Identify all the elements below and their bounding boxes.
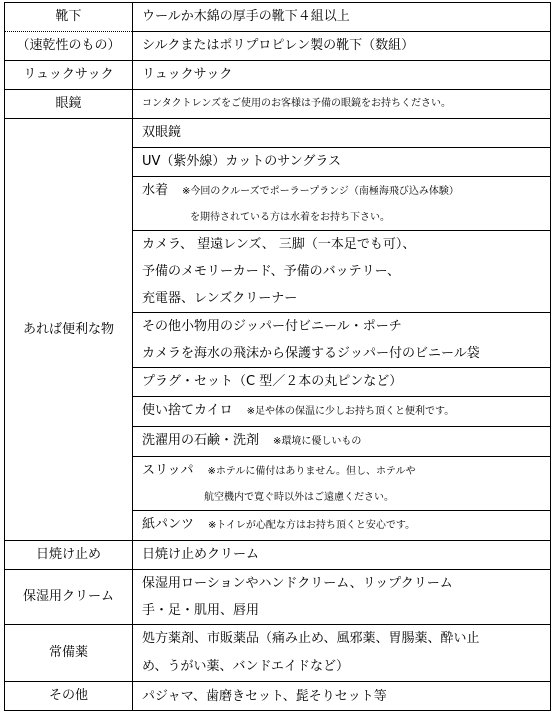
- item-cell: [133, 570, 551, 625]
- item-cell: [133, 148, 551, 177]
- category-label: 保湿用クリーム: [22, 589, 114, 604]
- category-cell: [5, 3, 133, 32]
- item-text: 水着: [142, 183, 169, 198]
- item-cell: [133, 119, 551, 148]
- category-label: 常備薬: [48, 645, 88, 660]
- item-cell: [133, 90, 551, 119]
- item-note: ※足や体の保温に少しお持ち頂くと便利です。: [246, 406, 455, 417]
- category-label: （速乾性のもの）: [16, 38, 121, 53]
- packing-list: [4, 2, 551, 711]
- table-row: [5, 90, 551, 119]
- item-text: コンタクトレンズをご使用のお客様は予備の眼鏡をお持ちください。: [142, 98, 452, 109]
- item-text: 使い捨てカイロ: [142, 403, 233, 418]
- category-cell: [5, 625, 133, 682]
- item-text: カメラを海水の飛沫から保護するジッパー付のビニール袋: [142, 346, 480, 361]
- table-row: [5, 119, 551, 148]
- item-text: リュックサック: [142, 67, 233, 82]
- category-label: 靴下: [55, 9, 82, 24]
- item-cell: [133, 682, 551, 711]
- item-note: を期待されている方は水着をお持ち下さい。: [190, 212, 390, 223]
- item-text: 予備のメモリーカード、予備のバッテリー、: [142, 264, 401, 279]
- item-note: ※環境に優しいもの: [273, 436, 362, 447]
- item-note: 航空機内で寛ぐ時以外はご遠慮ください。: [204, 492, 394, 503]
- item-cell: [133, 231, 551, 313]
- category-cell: [5, 119, 133, 541]
- category-cell: [5, 570, 133, 625]
- item-cell: [133, 313, 551, 368]
- item-text: その他小物用のジッパー付ビニール・ポーチ: [142, 319, 402, 334]
- item-cell: [133, 427, 551, 457]
- item-note: ※今回のクルーズでポーラープランジ（南極海飛び込み体験）: [182, 186, 459, 197]
- item-text: 紙パンツ: [142, 517, 195, 532]
- category-cell: [5, 541, 133, 570]
- item-text: 洗濯用の石鹸・洗剤: [142, 433, 260, 448]
- category-cell: [5, 32, 133, 61]
- item-text: 手・足・肌用、唇用: [142, 603, 260, 618]
- category-label: リュックサック: [23, 67, 114, 82]
- item-cell: [133, 511, 551, 541]
- item-text: プラグ・セット（C 型／２本の丸ピンなど）: [142, 374, 403, 389]
- table-row: [5, 541, 551, 570]
- packing-table: [4, 2, 551, 711]
- item-cell: [133, 177, 551, 231]
- item-text: UV（紫外線）カットのサングラス: [142, 154, 341, 169]
- item-text: 処方薬剤、市販薬品（痛み止め、風邪薬、胃腸薬、酔い止: [142, 631, 480, 646]
- item-note: ※トイレが心配な方はお持ち頂くと安心です。: [208, 520, 416, 531]
- item-text: パジャマ、歯磨きセット、髭そりセット等: [142, 688, 387, 704]
- item-cell: [133, 61, 551, 90]
- item-note: ※ホテルに備付はありません。但し、ホテルや: [207, 466, 416, 477]
- category-label: 日焼け止め: [35, 547, 101, 562]
- item-text: シルクまたはポリプロピレン製の靴下（数組）: [142, 38, 415, 53]
- table-row: [5, 3, 551, 32]
- table-row: [5, 570, 551, 625]
- category-label: あれば便利な物: [22, 321, 114, 337]
- category-label: 眼鏡: [55, 96, 82, 111]
- item-cell: [133, 457, 551, 511]
- item-cell: [133, 397, 551, 427]
- item-text: 双眼鏡: [142, 125, 182, 140]
- category-cell: [5, 90, 133, 119]
- category-label: その他: [48, 688, 88, 703]
- item-text: スリッパ: [142, 463, 194, 478]
- table-row: [5, 682, 551, 711]
- table-row: [5, 32, 551, 61]
- item-cell: [133, 368, 551, 397]
- table-row: [5, 61, 551, 90]
- item-text: め、うがい薬、バンドエイドなど）: [142, 659, 349, 674]
- category-cell: [5, 682, 133, 711]
- item-cell: [133, 3, 551, 32]
- item-text: 日焼け止めクリーム: [142, 547, 260, 562]
- item-cell: [133, 541, 551, 570]
- item-text: ウールか木綿の厚手の靴下４組以上: [142, 9, 350, 24]
- item-text: カメラ、 望遠レンズ、 三脚（一本足でも可）、: [142, 237, 416, 252]
- category-cell: [5, 61, 133, 90]
- item-text: 充電器、レンズクリーナー: [142, 291, 298, 306]
- table-row: [5, 625, 551, 682]
- item-text: 保湿用ローションやハンドクリーム、リップクリーム: [142, 576, 453, 591]
- item-cell: [133, 625, 551, 682]
- item-cell: [133, 32, 551, 61]
